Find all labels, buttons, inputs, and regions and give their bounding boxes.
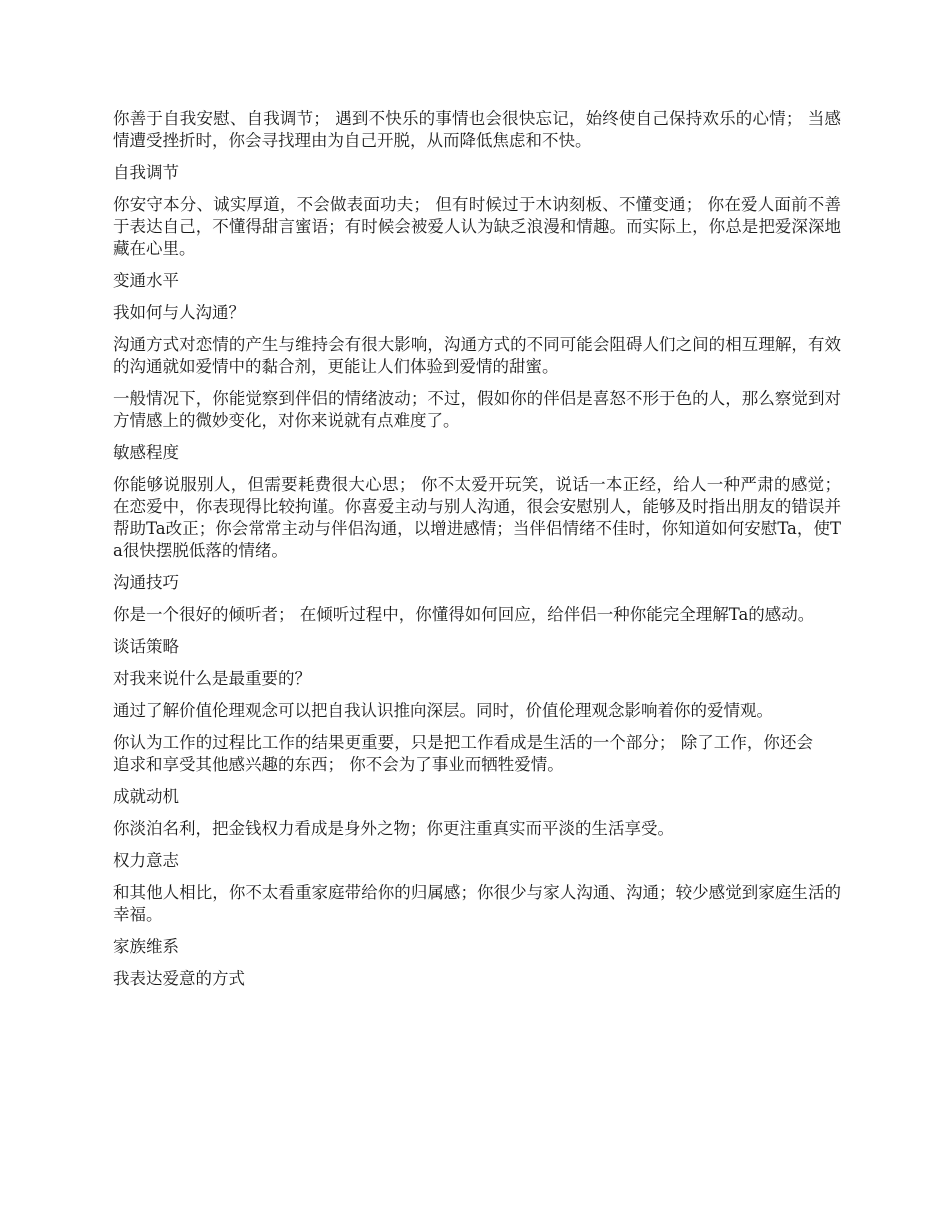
label-family-bond: 家族维系	[113, 937, 179, 956]
paragraph-self-soothing: 你善于自我安慰、自我调节； 遇到不快乐的事情也会很快忘记，始终使自己保持欢乐的心情； 当感情遭受挫折时，你会寻找理由为自己开脱，从而降低焦虑和不快。	[113, 109, 841, 150]
paragraph-family: 和其他人相比，你不太看重家庭带给你的归属感；你很少与家人沟通、沟通；较少感觉到家庭生活的幸福。	[113, 883, 841, 924]
label-sensitivity-degree: 敏感程度	[113, 443, 179, 462]
paragraph-work-attitude: 你认为工作的过程比工作的结果更重要，只是把工作看成是生活的一个部分； 除了工作，你还会追求和享受其他感兴趣的东西； 你不会为了事业而牺牲爱情。	[113, 733, 813, 774]
paragraph-sensitivity: 一般情况下，你能觉察到伴侣的情绪波动；不过，假如你的伴侣是喜怒不形于色的人，那么察觉到对方情感上的微妙变化，对你来说就有点难度了。	[113, 389, 841, 430]
document-body	[113, 108, 841, 1000]
paragraph-values-intro: 通过了解价值伦理观念可以把自我认识推向深层。同时，价值伦理观念影响着你的爱情观。	[113, 701, 773, 720]
label-power-will: 权力意志	[113, 851, 179, 870]
paragraph-communication-skills: 你能够说服别人，但需要耗费很大心思； 你不太爱开玩笑，说话一本正经，给人一种严肃的感觉； 在恋爱中，你表现得比较拘谨。你喜爱主动与别人沟通，很会安慰别人，能够及时指出朋友的错误并帮助Ta改正；你会常常主动与伴侣沟通，以增进感情；当伴侣情绪不佳时，你知道如何安慰Ta，使Ta很快摆脱低落的情绪。	[113, 475, 841, 560]
label-communication-skills: 沟通技巧	[113, 573, 179, 592]
paragraph-adaptability: 你安守本分、诚实厚道，不会做表面功夫； 但有时候过于木讷刻板、不懂变通； 你在爱人面前不善于表达自己，不懂得甜言蜜语；有时候会被爱人认为缺乏浪漫和情趣。而实际上，你总是把爱深深地藏在心里。	[113, 195, 841, 258]
paragraph-listening: 你是一个很好的倾听者； 在倾听过程中，你懂得如何回应，给伴侣一种你能完全理解Ta的感动。	[113, 605, 815, 624]
heading-how-i-express-love: 我表达爱意的方式	[113, 969, 245, 988]
label-achievement-motivation: 成就动机	[113, 787, 179, 806]
heading-how-i-communicate: 我如何与人沟通？	[113, 303, 245, 322]
label-self-regulation: 自我调节	[113, 163, 179, 182]
label-adaptability-level: 变通水平	[113, 271, 179, 290]
paragraph-power: 你淡泊名利，把金钱权力看成是身外之物；你更注重真实而平淡的生活享受。	[113, 819, 674, 838]
label-conversation-strategy: 谈话策略	[113, 637, 179, 656]
heading-what-matters-most: 对我来说什么是最重要的？	[113, 669, 311, 688]
paragraph-communication-intro: 沟通方式对恋情的产生与维持会有很大影响，沟通方式的不同可能会阻碍人们之间的相互理解，有效的沟通就如爱情中的黏合剂，更能让人们体验到爱情的甜蜜。	[113, 335, 841, 376]
